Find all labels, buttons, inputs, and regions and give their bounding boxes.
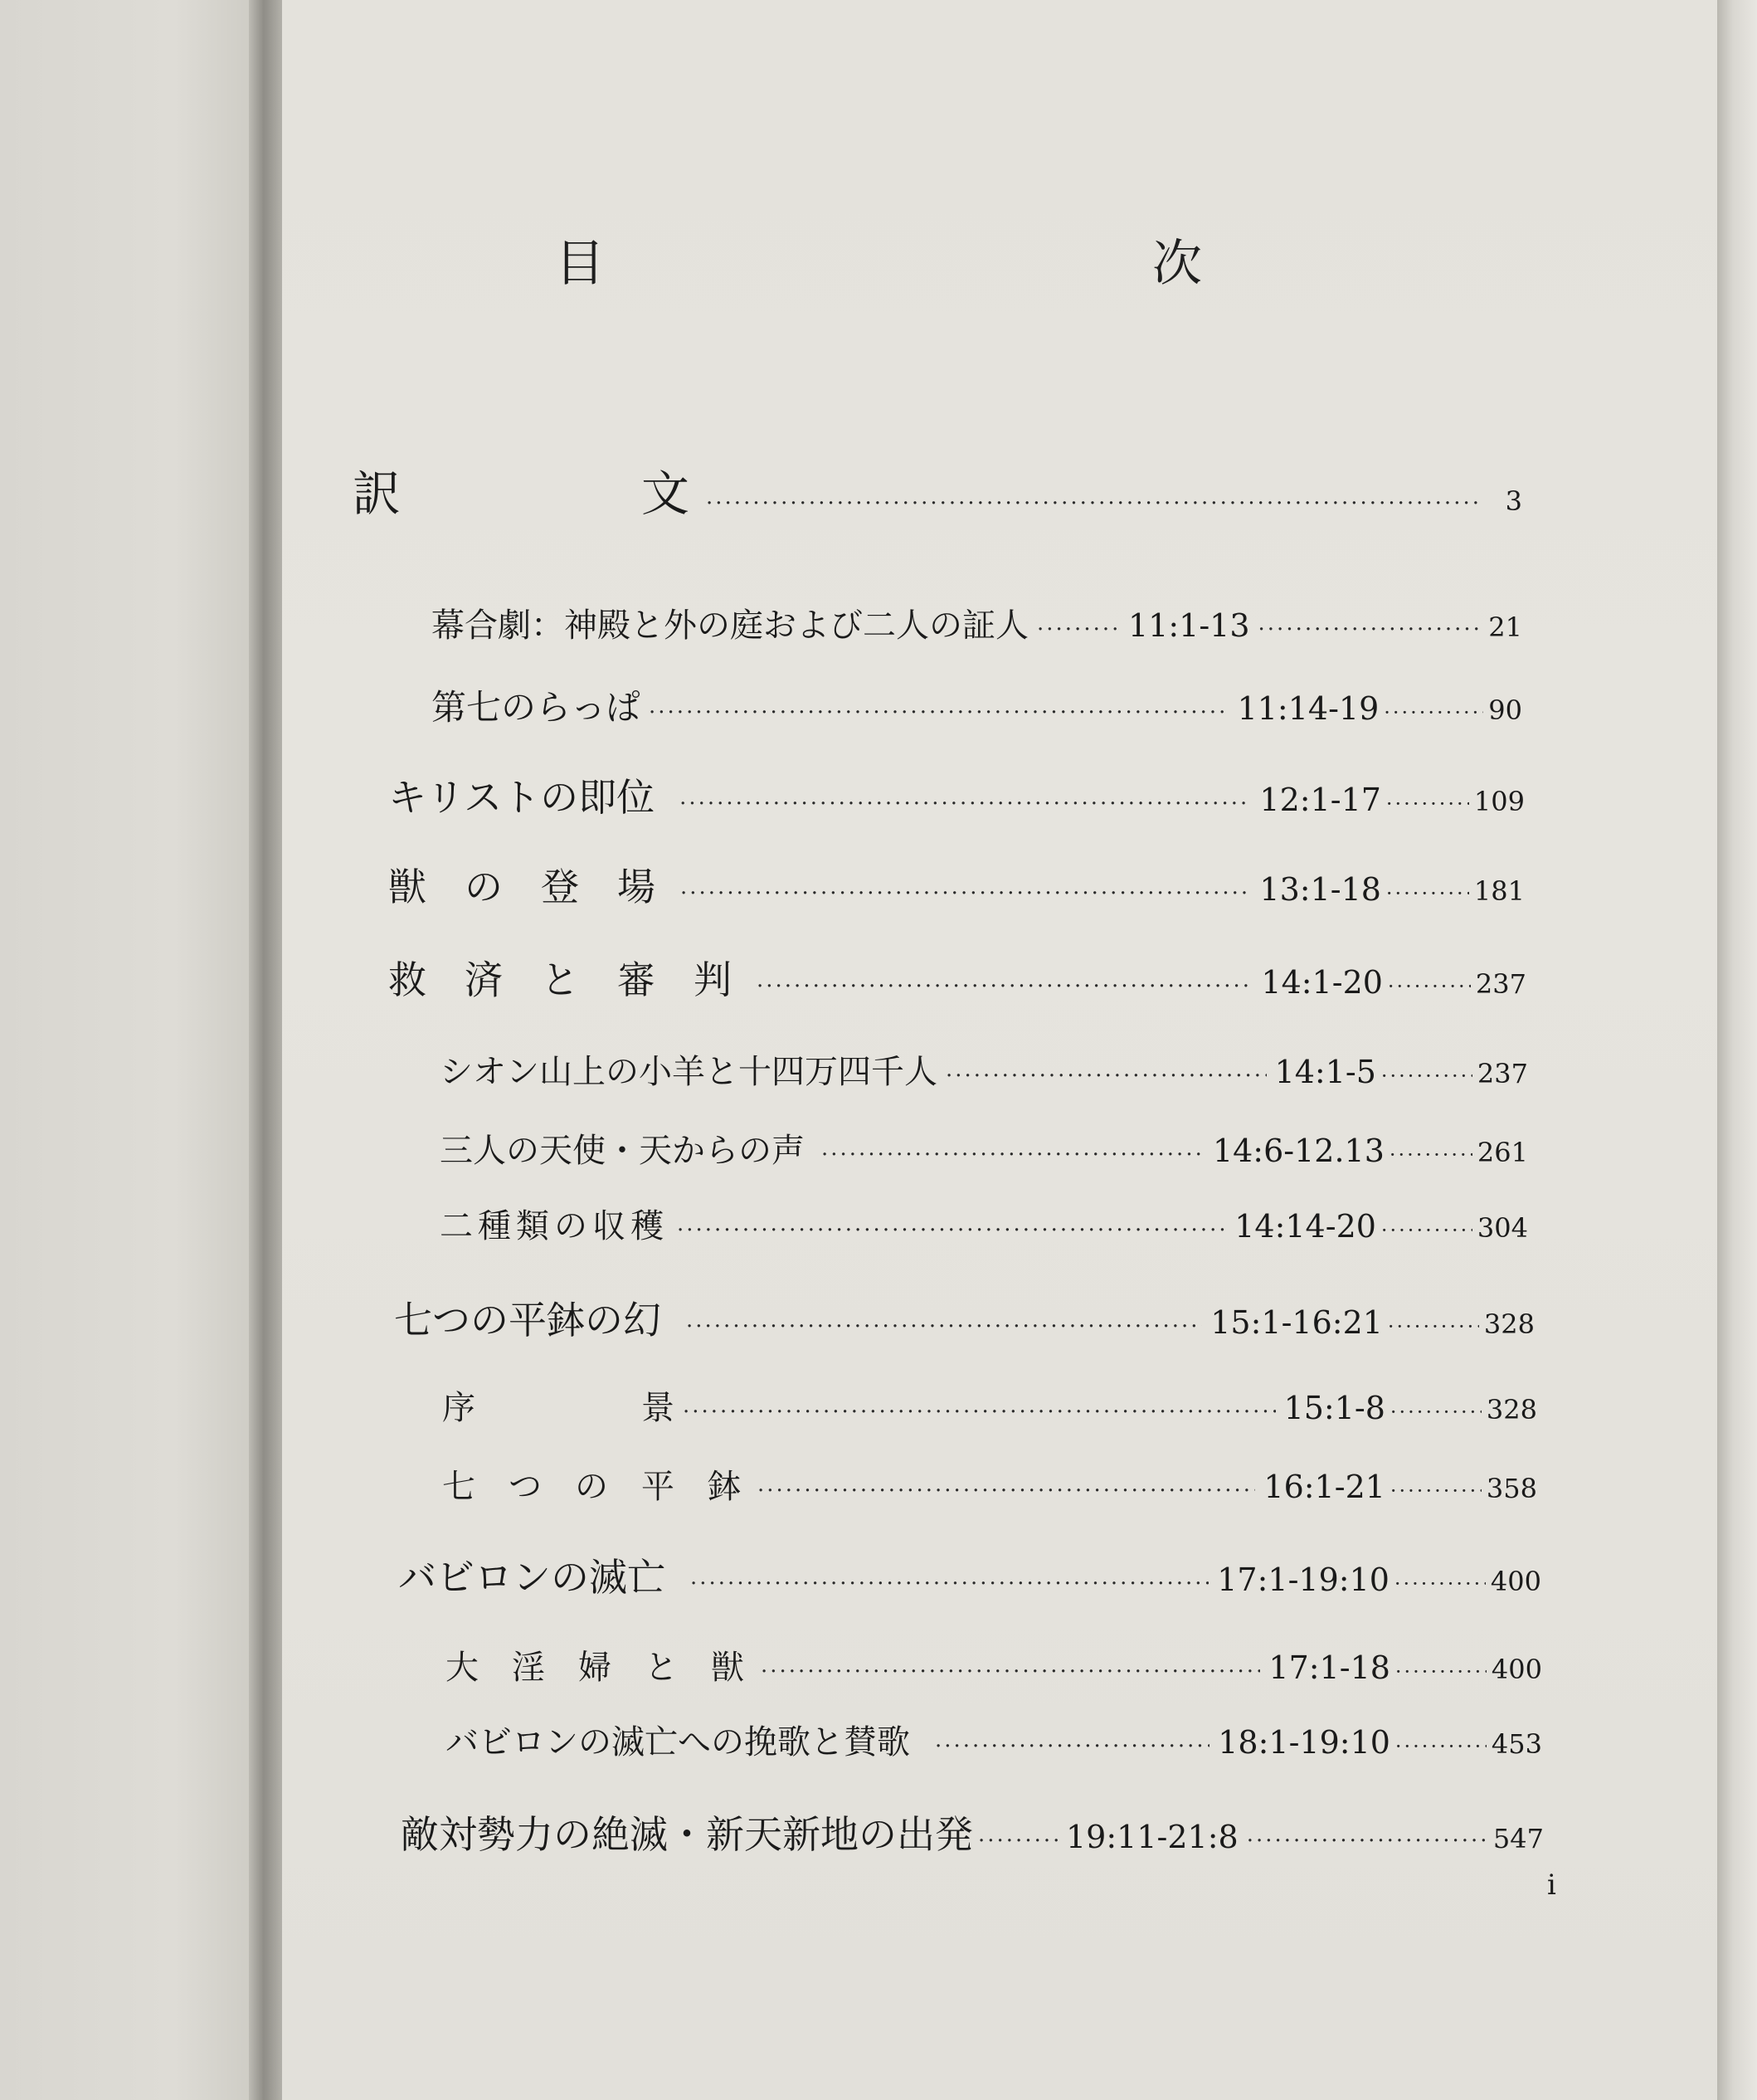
- toc-entry-ref: 15:1-8: [1283, 1390, 1385, 1426]
- toc-entry: [353, 455, 1522, 524]
- toc-entry: [431, 599, 1522, 646]
- toc-entry-page: 90: [1488, 694, 1522, 726]
- leader-dots: [1247, 1829, 1485, 1854]
- leader-dots: [1037, 617, 1120, 642]
- leader-dots: [761, 1659, 1260, 1684]
- toc-entry-label: 獣 の 登 場: [388, 865, 655, 909]
- toc-entry-label: バビロンの滅亡への挽歌と賛歌: [445, 1723, 910, 1761]
- toc-entry-ref: 14:14-20: [1234, 1208, 1376, 1245]
- leader-dots: [1381, 1065, 1472, 1088]
- leader-dots: [1258, 617, 1481, 642]
- toc-entry-ref: 19:11-21:8: [1066, 1819, 1239, 1855]
- book-gutter: [249, 0, 282, 2100]
- toc-entry: [442, 1381, 1537, 1429]
- leader-dots: [649, 700, 1229, 725]
- toc-entry-page: 358: [1486, 1473, 1537, 1504]
- toc-entry-page: 237: [1477, 1058, 1528, 1089]
- leader-dots: [706, 491, 1481, 516]
- leader-dots: [1390, 1143, 1472, 1167]
- toc-entry-page: 328: [1483, 1308, 1535, 1340]
- toc-entry-ref: 13:1-18: [1259, 871, 1381, 908]
- toc-entry-ref: 11:1-13: [1128, 607, 1250, 644]
- toc-entry-ref: 17:1-19:10: [1217, 1562, 1390, 1598]
- leader-dots: [1388, 1315, 1479, 1338]
- page-title: 目 次: [555, 235, 1451, 293]
- toc-entry-ref: 16:1-21: [1263, 1469, 1385, 1505]
- toc-entry-page: 3: [1505, 485, 1522, 517]
- toc-entry-page: 21: [1488, 611, 1522, 643]
- toc-entry-ref: 15:1-16:21: [1210, 1304, 1383, 1341]
- toc-entry-label: バビロンの滅亡: [398, 1555, 665, 1600]
- toc-entry-ref: 14:6-12.13: [1212, 1133, 1385, 1169]
- toc-entry-page: 109: [1473, 786, 1525, 817]
- leader-dots: [1395, 1660, 1487, 1683]
- toc-entry-label: 大 淫 婦 と 獣: [445, 1649, 744, 1687]
- toc-entry: [440, 1045, 1528, 1093]
- leader-dots: [686, 1314, 1202, 1339]
- toc-entry-label: 救 済 と 審 判: [388, 957, 732, 1002]
- leader-dots: [677, 1218, 1226, 1243]
- leader-dots: [1390, 1401, 1482, 1424]
- toc-entry-page: 400: [1490, 1566, 1541, 1597]
- toc-entry-label: 第七のらっぱ: [431, 687, 641, 728]
- toc-entry-ref: 14:1-20: [1261, 964, 1383, 1001]
- leader-dots: [1390, 1479, 1482, 1503]
- toc-entry-label: 序 景: [442, 1389, 674, 1427]
- leader-dots: [1386, 792, 1469, 816]
- left-facing-page: [0, 0, 249, 2100]
- leader-dots: [1388, 975, 1471, 998]
- toc-entry-label: 幕合劇：神殿と外の庭および二人の証人: [431, 607, 1029, 645]
- leader-dots: [935, 1734, 1209, 1759]
- toc-entry-ref: 18:1-19:10: [1218, 1724, 1390, 1761]
- toc-entry-label: 三人の天使・天からの声: [440, 1132, 805, 1170]
- leader-dots: [1394, 1572, 1486, 1596]
- page-edge: [1717, 0, 1757, 2100]
- toc-entry-page: 400: [1491, 1654, 1542, 1685]
- toc-entry-label: シオン山上の小羊と十四万四千人: [440, 1053, 937, 1091]
- toc-entry: [431, 680, 1522, 730]
- toc-entry: [440, 1200, 1528, 1247]
- toc-entry-ref: 11:14-19: [1237, 690, 1380, 727]
- toc-entry-page: 237: [1475, 968, 1526, 1000]
- page-folio: i: [1547, 1869, 1556, 1902]
- toc-entry: [401, 1805, 1544, 1859]
- toc-entry-page: 304: [1477, 1212, 1528, 1244]
- leader-dots: [821, 1143, 1205, 1167]
- leader-dots: [683, 1400, 1276, 1425]
- leader-dots: [690, 1571, 1209, 1596]
- leader-dots: [679, 792, 1251, 816]
- toc-entry: [394, 1290, 1535, 1345]
- leader-dots: [1384, 701, 1483, 724]
- toc-entry: [445, 1641, 1542, 1688]
- toc-entry-ref: 14:1-5: [1274, 1054, 1376, 1090]
- toc-entry-ref: 17:1-18: [1268, 1649, 1390, 1686]
- leader-dots: [757, 974, 1253, 999]
- leader-dots: [946, 1064, 1267, 1089]
- toc-entry: [388, 950, 1526, 1005]
- leader-dots: [1395, 1735, 1487, 1758]
- toc-entry-label: 訳 文: [353, 465, 690, 522]
- toc-entry: [388, 767, 1525, 822]
- toc-entry: [442, 1460, 1537, 1508]
- toc-entry-label: 七つの平鉢の幻: [394, 1298, 661, 1342]
- leader-dots: [1381, 1219, 1472, 1242]
- toc-entry-label: 七 つ の 平 鉢: [442, 1468, 741, 1506]
- toc-entry: [440, 1124, 1528, 1172]
- toc-entry: [398, 1547, 1541, 1602]
- toc-entry-ref: 12:1-17: [1259, 782, 1381, 818]
- toc-entry-page: 181: [1473, 875, 1525, 907]
- toc-entry-label: キリストの即位: [388, 775, 655, 820]
- leader-dots: [680, 881, 1251, 906]
- toc-entry-label: 敵対勢力の絶滅・新天新地の出発: [401, 1812, 973, 1857]
- leader-dots: [978, 1829, 1061, 1854]
- toc-entry: [445, 1716, 1542, 1763]
- toc-entry-page: 453: [1491, 1728, 1542, 1760]
- leader-dots: [1386, 882, 1469, 905]
- toc-entry-page: 328: [1486, 1394, 1537, 1425]
- toc-entry: [388, 857, 1525, 912]
- leader-dots: [757, 1479, 1255, 1503]
- toc-entry-page: 261: [1477, 1137, 1528, 1168]
- toc-entry-page: 547: [1492, 1823, 1544, 1854]
- toc-entry-label: 二種類の収穫: [440, 1207, 669, 1245]
